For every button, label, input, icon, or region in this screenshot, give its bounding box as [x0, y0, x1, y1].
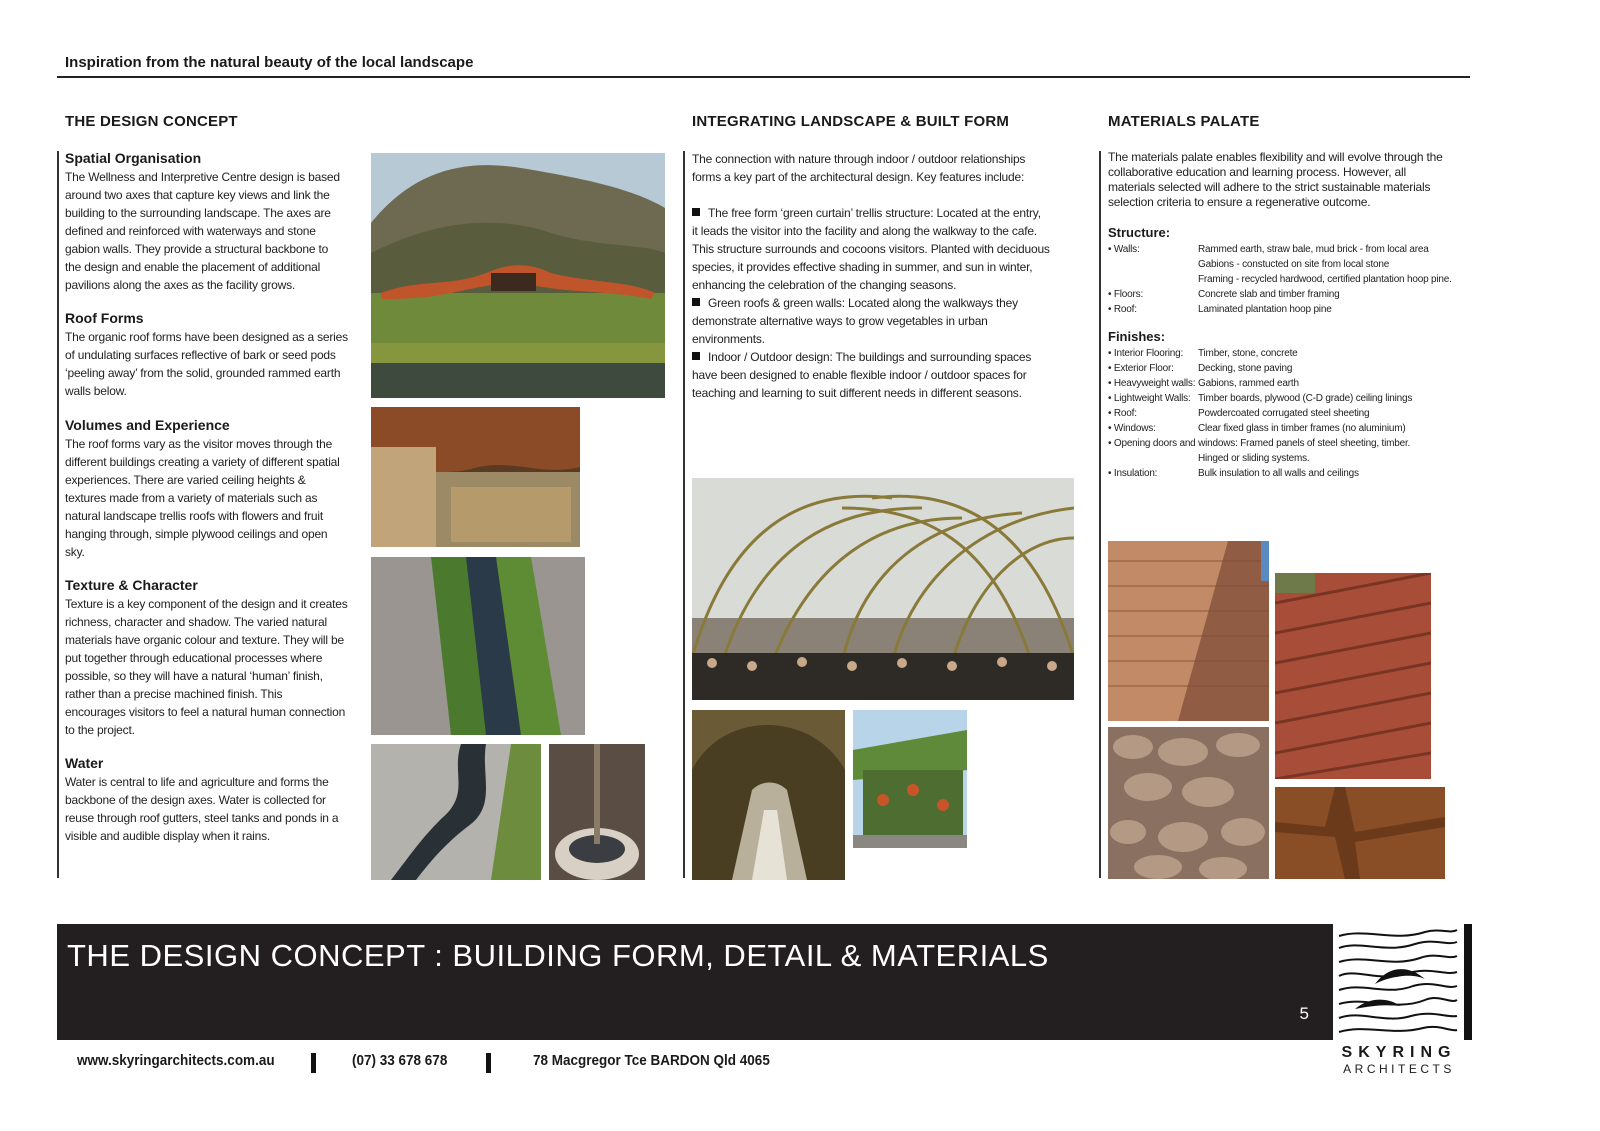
structure-list: • Walls: Rammed earth, straw bale, mud brick - from local area Gabions - constucted on site from local stone Framing - recycled hardwood, certified plantation hoop pine. • Floors: Concrete slab and timber framing • Roof: Laminated plantation hoop pine: [1108, 244, 1452, 315]
page-header-title: Inspiration from the natural beauty of the local landscape: [65, 54, 474, 71]
title-banner: [57, 924, 1333, 1040]
section-body-water: Water is central to life and agriculture and forms the backbone of the design axes. Water is collected for reuse through roof gutters, steel tanks and ponds in a visible and audible display when it rains.: [65, 775, 339, 843]
banner-edge-bar: [1464, 924, 1472, 1040]
page-number: 5: [1299, 1004, 1309, 1023]
photo-corrugated-roof: [1275, 573, 1431, 779]
col3-rule: [1099, 151, 1101, 878]
section-body-spatial: The Wellness and Interpretive Centre design is based around two axes that capture key views and link the building to the surrounding landscape. The axes are defined and reinforced with waterways and stone gabion walls. They provide a structural backbone to the design and enable the placement of additional pavilions along the axes as the facility grows.: [65, 170, 340, 292]
photo-waterway-path: [371, 557, 585, 735]
section-title-volumes: Volumes and Experience: [65, 417, 230, 433]
bullet-square-icon: [692, 208, 700, 216]
photo-rain-chain-basin: [549, 744, 645, 880]
footer-separator: [486, 1053, 491, 1073]
photo-stone-paving: [1275, 787, 1445, 879]
photo-green-wall: [853, 710, 967, 848]
col3-heading: MATERIALS PALATE: [1108, 113, 1260, 130]
photo-green-curtain-trellis: [692, 478, 1074, 700]
finishes-list: • Interior Flooring: Timber, stone, concrete • Exterior Floor: Decking, stone paving • Heavyweight walls: Gabions, rammed earth • Lightweight Walls: Timber boards, plywood (C-D grade) ceiling linings • Roof: Powdercoated corrugated steel sheeting • Windows: Clear fixed glass in timber frames (no aluminium) • Opening doors and windows: Framed panels of steel sheeting, timber. Hinged or sliding systems. • Insulation: Bulk insulation to all walls and ceilings: [1108, 348, 1413, 479]
col2-heading: INTEGRATING LANDSCAPE & BUILT FORM: [692, 113, 1010, 130]
section-title-texture: Texture & Character: [65, 577, 198, 593]
section-body-roof: The organic roof forms have been designed as a series of undulating surfaces reflective of bark or seed pods ‘peeling away’ from the solid, grounded rammed earth walls below.: [65, 330, 348, 398]
photo-willow-tunnel: [692, 710, 845, 880]
photo-stone-channel: [371, 744, 541, 880]
section-title-spatial: Spatial Organisation: [65, 150, 202, 166]
col1-heading: THE DESIGN CONCEPT: [65, 113, 238, 130]
bullet-square-icon: [692, 298, 700, 306]
bullet-square-icon: [692, 352, 700, 360]
feature-green-roofs: Green roofs & green walls: Located along the walkways they demonstrate alternative ways to grow vegetables in urban environments.: [692, 296, 1018, 346]
section-title-water: Water: [65, 755, 104, 771]
col2-rule: [683, 151, 685, 878]
header-rule: [57, 76, 1470, 78]
footer-address: 78 Macgregor Tce BARDON Qld 4065: [533, 1052, 770, 1069]
col3-intro: The materials palate enables flexibility and will evolve through the collaborative education and learning process. However, all materials selected will adhere to the strict sustainable materials selection criteria to ensure a regenerative outcome.: [1108, 150, 1443, 209]
feature-indoor-outdoor: Indoor / Outdoor design: The buildings and surrounding spaces have been designed to enable flexible indoor / outdoor spaces for teaching and learning to suit different needs in different seasons.: [692, 350, 1032, 400]
logo-name: SKYRING: [1341, 1044, 1457, 1061]
section-body-texture: Texture is a key component of the design and it creates richness, character and shadow. The varied natural materials have organic colour and texture. They will be put together through educational processes where possible, so they will have a natural ‘human’ finish, rather than a precise machined finish. This encourages visitors to feel a natural human connection to the project.: [65, 597, 348, 737]
col1-rule: [57, 151, 59, 878]
photo-roof-building: [371, 153, 665, 398]
footer-phone[interactable]: (07) 33 678 678: [352, 1052, 448, 1069]
photo-gabion-wall: [1108, 727, 1269, 879]
logo-subtitle: ARCHITECTS: [1343, 1062, 1455, 1076]
feature-green-curtain: The free form ‘green curtain’ trellis structure: Located at the entry, it leads the visitor into the facility and along the walkway to the cafe. This structure surrounds and cocoons visitors. Planted with deciduous species, it provides effective shading in summer, and sun in winter, enhancing the celebration of the changing seasons.: [692, 206, 1050, 292]
finishes-title: Finishes:: [1108, 329, 1166, 344]
section-body-volumes: The roof forms vary as the visitor moves through the different buildings creating a variety of different spatial experiences. There are varied ceiling heights & textures made from a variety of materials such as natural landscape trellis roofs with flowers and fruit hanging through, simple plywood ceilings and open sky.: [65, 437, 340, 559]
col2-intro: The connection with nature through indoor / outdoor relationships forms a key part of the architectural design. Key features include:: [692, 152, 1026, 184]
banner-title: THE DESIGN CONCEPT : BUILDING FORM, DETAIL & MATERIALS: [67, 938, 1049, 973]
footer-separator: [311, 1053, 316, 1073]
photo-rammed-earth-wall: [1108, 541, 1269, 721]
section-title-roof: Roof Forms: [65, 310, 144, 326]
skyring-logo-icon: [1335, 924, 1461, 1040]
photo-interior-ceiling: [371, 407, 580, 547]
structure-title: Structure:: [1108, 225, 1171, 240]
footer-website[interactable]: www.skyringarchitects.com.au: [77, 1052, 275, 1069]
